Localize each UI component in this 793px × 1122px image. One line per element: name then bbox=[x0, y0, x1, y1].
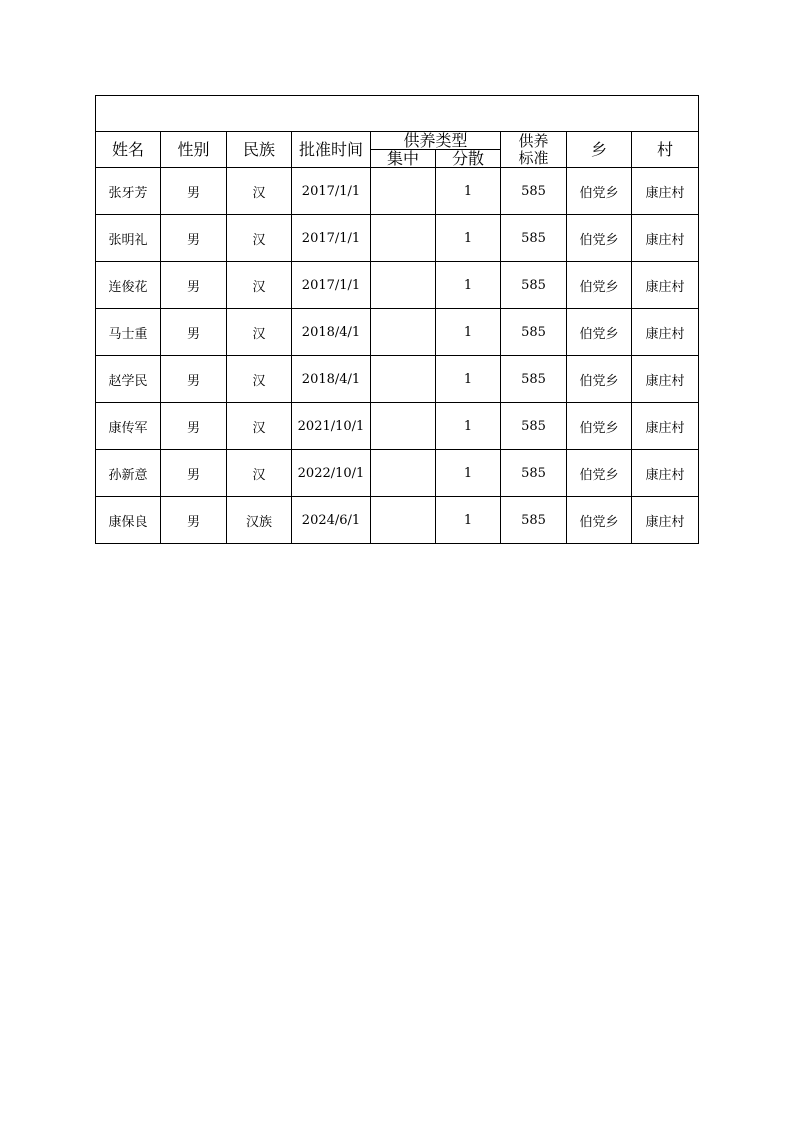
header-support-scattered: 分散 bbox=[436, 150, 501, 168]
cell-name: 张牙芳 bbox=[96, 168, 161, 215]
cell-support-scattered: 1 bbox=[436, 215, 501, 262]
table-title-row bbox=[96, 96, 699, 132]
cell-gender: 男 bbox=[161, 403, 227, 450]
cell-support-central bbox=[371, 168, 436, 215]
cell-village: 康庄村 bbox=[632, 356, 699, 403]
header-support-type: 供养类型 bbox=[371, 132, 501, 150]
cell-gender: 男 bbox=[161, 215, 227, 262]
table-row bbox=[96, 497, 699, 544]
cell-name: 连俊花 bbox=[96, 262, 161, 309]
cell-gender: 男 bbox=[161, 309, 227, 356]
cell-township: 伯党乡 bbox=[567, 168, 632, 215]
table-title-cell bbox=[96, 96, 699, 132]
cell-village: 康庄村 bbox=[632, 262, 699, 309]
header-support-standard-line2: 标准 bbox=[518, 148, 549, 167]
cell-support-standard: 585 bbox=[501, 309, 567, 356]
cell-township: 伯党乡 bbox=[567, 262, 632, 309]
cell-support-central bbox=[371, 450, 436, 497]
cell-gender: 男 bbox=[161, 356, 227, 403]
table-row bbox=[96, 215, 699, 262]
cell-township: 伯党乡 bbox=[567, 403, 632, 450]
cell-gender: 男 bbox=[161, 450, 227, 497]
cell-name: 康保良 bbox=[96, 497, 161, 544]
cell-name: 赵学民 bbox=[96, 356, 161, 403]
cell-village: 康庄村 bbox=[632, 403, 699, 450]
cell-support-standard: 585 bbox=[501, 215, 567, 262]
cell-support-standard: 585 bbox=[501, 168, 567, 215]
support-roster-table bbox=[95, 95, 699, 544]
cell-support-scattered: 1 bbox=[436, 450, 501, 497]
header-support-standard-line1: 供养 bbox=[518, 131, 549, 150]
header-support-standard bbox=[501, 132, 567, 168]
cell-ethnicity: 汉 bbox=[227, 356, 292, 403]
header-row bbox=[96, 132, 699, 150]
table-row bbox=[96, 168, 699, 215]
table-row bbox=[96, 356, 699, 403]
cell-support-scattered: 1 bbox=[436, 356, 501, 403]
cell-support-standard: 585 bbox=[501, 403, 567, 450]
cell-support-standard: 585 bbox=[501, 450, 567, 497]
cell-gender: 男 bbox=[161, 168, 227, 215]
header-gender: 性别 bbox=[161, 132, 227, 168]
header-ethnicity: 民族 bbox=[227, 132, 292, 168]
cell-ethnicity: 汉 bbox=[227, 309, 292, 356]
cell-support-standard: 585 bbox=[501, 262, 567, 309]
header-name: 姓名 bbox=[96, 132, 161, 168]
header-approval-date: 批准时间 bbox=[292, 132, 371, 168]
cell-gender: 男 bbox=[161, 497, 227, 544]
cell-approval-date: 2024/6/1 bbox=[292, 497, 371, 544]
cell-support-scattered: 1 bbox=[436, 309, 501, 356]
cell-approval-date: 2017/1/1 bbox=[292, 215, 371, 262]
table-row bbox=[96, 262, 699, 309]
cell-name: 康传军 bbox=[96, 403, 161, 450]
cell-support-scattered: 1 bbox=[436, 497, 501, 544]
cell-name: 孙新意 bbox=[96, 450, 161, 497]
table-row bbox=[96, 450, 699, 497]
cell-approval-date: 2018/4/1 bbox=[292, 309, 371, 356]
cell-ethnicity: 汉 bbox=[227, 168, 292, 215]
cell-support-central bbox=[371, 309, 436, 356]
header-village: 村 bbox=[632, 132, 699, 168]
cell-township: 伯党乡 bbox=[567, 215, 632, 262]
cell-name: 马士重 bbox=[96, 309, 161, 356]
cell-village: 康庄村 bbox=[632, 215, 699, 262]
cell-ethnicity: 汉 bbox=[227, 262, 292, 309]
cell-township: 伯党乡 bbox=[567, 356, 632, 403]
table-row bbox=[96, 403, 699, 450]
cell-approval-date: 2017/1/1 bbox=[292, 262, 371, 309]
cell-support-scattered: 1 bbox=[436, 168, 501, 215]
cell-approval-date: 2017/1/1 bbox=[292, 168, 371, 215]
header-support-central: 集中 bbox=[371, 150, 436, 168]
cell-support-standard: 585 bbox=[501, 497, 567, 544]
header-township: 乡 bbox=[567, 132, 632, 168]
cell-township: 伯党乡 bbox=[567, 450, 632, 497]
cell-village: 康庄村 bbox=[632, 497, 699, 544]
cell-township: 伯党乡 bbox=[567, 497, 632, 544]
cell-ethnicity: 汉 bbox=[227, 450, 292, 497]
cell-ethnicity: 汉族 bbox=[227, 497, 292, 544]
cell-support-central bbox=[371, 215, 436, 262]
cell-support-central bbox=[371, 356, 436, 403]
cell-village: 康庄村 bbox=[632, 168, 699, 215]
cell-ethnicity: 汉 bbox=[227, 215, 292, 262]
cell-support-scattered: 1 bbox=[436, 262, 501, 309]
cell-name: 张明礼 bbox=[96, 215, 161, 262]
cell-gender: 男 bbox=[161, 262, 227, 309]
cell-support-scattered: 1 bbox=[436, 403, 501, 450]
cell-approval-date: 2021/10/1 bbox=[292, 403, 371, 450]
cell-township: 伯党乡 bbox=[567, 309, 632, 356]
table-row bbox=[96, 309, 699, 356]
cell-support-central bbox=[371, 262, 436, 309]
cell-support-central bbox=[371, 403, 436, 450]
cell-approval-date: 2018/4/1 bbox=[292, 356, 371, 403]
cell-approval-date: 2022/10/1 bbox=[292, 450, 371, 497]
cell-village: 康庄村 bbox=[632, 450, 699, 497]
cell-ethnicity: 汉 bbox=[227, 403, 292, 450]
cell-village: 康庄村 bbox=[632, 309, 699, 356]
cell-support-standard: 585 bbox=[501, 356, 567, 403]
roster-sheet bbox=[95, 95, 698, 544]
cell-support-central bbox=[371, 497, 436, 544]
